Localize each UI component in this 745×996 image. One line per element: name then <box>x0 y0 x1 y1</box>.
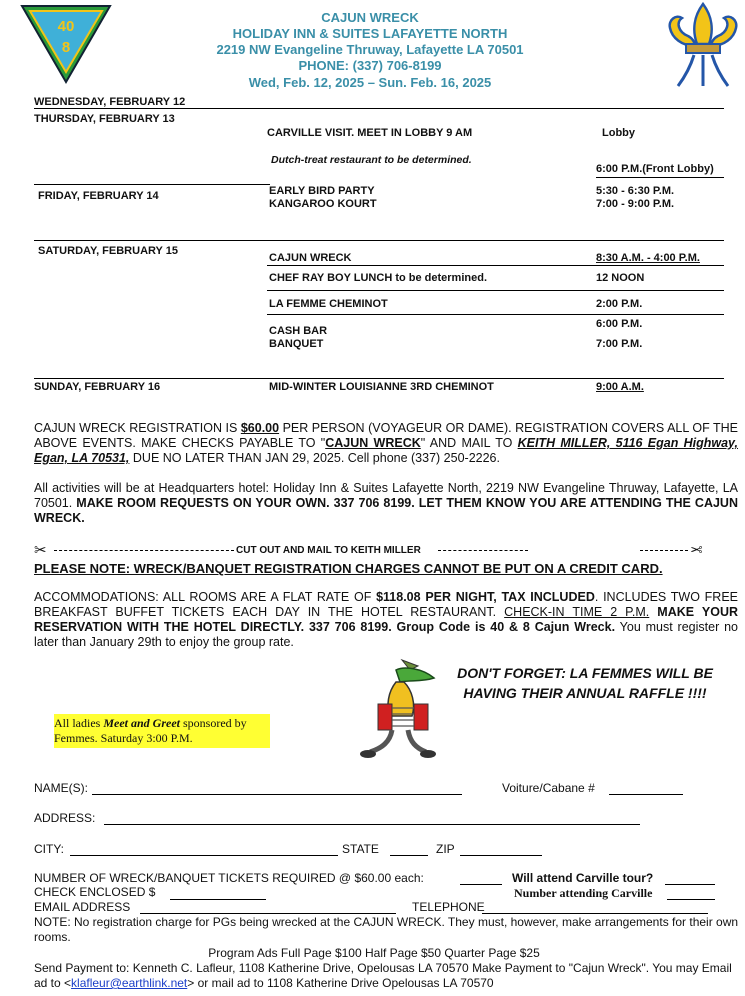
pg-note: NOTE: No registration charge for PGs being wrecked at the CAJUN WRECK. They must, however, make arrangements for their own rooms. <box>34 915 739 944</box>
carville-tour-field[interactable] <box>665 871 715 885</box>
time-kangaroo-kourt: 7:00 - 9:00 P.M. <box>596 198 675 210</box>
time-banquet: 7:00 P.M. <box>596 338 643 350</box>
state-label: STATE <box>342 842 379 856</box>
day-sunday: SUNDAY, FEBRUARY 16 <box>34 381 161 393</box>
check-enclosed-field[interactable] <box>170 886 266 900</box>
carville-count-field[interactable] <box>667 886 715 900</box>
time-thursday-evening: 6:00 P.M.(Front Lobby) <box>596 163 714 175</box>
cut-dash <box>438 550 528 551</box>
program-ads: Program Ads Full Page $100 Half Page $50 Quarter Page $25 <box>208 946 540 960</box>
credit-card-note: PLEASE NOTE: WRECK/BANQUET REGISTRATION CHARGES CANNOT BE PUT ON A CREDIT CARD. <box>34 561 663 576</box>
zip-field[interactable] <box>460 842 542 856</box>
scissors-icon: ✂ <box>690 542 703 559</box>
tickets-field[interactable] <box>460 871 502 885</box>
location-lobby: Lobby <box>602 127 635 139</box>
event-mid-winter: MID-WINTER LOUISIANNE 3RD CHEMINOT <box>269 381 494 393</box>
time-mid-winter: 9:00 A.M. <box>596 381 644 393</box>
event-carville: CARVILLE VISIT. MEET IN LOBBY 9 AM <box>267 127 473 139</box>
names-field[interactable] <box>92 781 462 795</box>
city-label: CITY: <box>34 842 65 856</box>
check-enclosed-label: CHECK ENCLOSED $ <box>34 885 156 899</box>
hotel-address: 2219 NW Evangeline Thruway, Lafayette LA 70501 <box>216 42 524 57</box>
time-early-bird: 5:30 - 6:30 P.M. <box>596 185 675 197</box>
divider <box>267 314 724 315</box>
voiture-label: Voiture/Cabane # <box>502 781 595 795</box>
time-cajun-wreck: 8:30 A.M. - 4:00 P.M. <box>596 252 700 264</box>
dont-forget-raffle: DON'T FORGET: LA FEMMES WILL BE HAVING THEIR ANNUAL RAFFLE !!!! <box>457 665 713 701</box>
day-wednesday: WEDNESDAY, FEBRUARY 12 <box>34 96 186 108</box>
event-kangaroo-kourt: KANGAROO KOURT <box>269 198 377 210</box>
cut-dash <box>640 550 688 551</box>
email-label: EMAIL ADDRESS <box>34 900 131 914</box>
event-banquet: BANQUET <box>269 338 324 350</box>
accommodations-paragraph: ACCOMMODATIONS: ALL ROOMS ARE A FLAT RATE OF $118.08 PER NIGHT, TAX INCLUDED. INCLUDES TWO FREE BREAKFAST BUFFET TICKETS EACH DAY IN THE HOTEL RESTAURANT. CHECK-IN TIME 2 P.M. MAKE YOUR RESERVATION WITH THE HOTEL DIRECTLY. 337 706 8199. Group Code is 40 & 8 Cajun Wreck. You must register no later than January 29th to enjoy the group rate. <box>34 590 739 649</box>
registration-paragraph: CAJUN WRECK REGISTRATION IS $60.00 PER PERSON (VOYAGEUR OR DAME). REGISTRATION COVERS ALL OF THE ABOVE EVENTS. MAKE CHECKS PAYABLE TO "CAJUN WRECK" AND MAIL TO KEITH MILLER, 5116 Egan Highway, Egan, LA 70531, DUE NO LATER THAN JAN 29, 2025. Cell phone (337) 250-2226. <box>34 421 739 465</box>
hotel-paragraph: All activities will be at Headquarters hotel: Holiday Inn & Suites Lafayette North, 2219 NW Evangeline Thruway, Lafayette, LA 70501. MAKE ROOM REQUESTS ON YOUR OWN. 337 706 8199. LET THEM KNOW YOU ARE ATTENDING THE CAJUN WRECK. <box>34 481 738 525</box>
divider <box>267 265 724 266</box>
emblem-top-number: 40 <box>57 18 75 35</box>
telephone-field[interactable] <box>482 900 708 914</box>
city-field[interactable] <box>70 842 338 856</box>
zip-label: ZIP <box>436 842 455 856</box>
divider <box>34 378 724 379</box>
address-field[interactable] <box>104 811 640 825</box>
emblem-bottom-number: 8 <box>61 39 71 56</box>
address-label: ADDRESS: <box>34 811 96 825</box>
event-chef-lunch: CHEF RAY BOY LUNCH to be determined. <box>269 272 487 284</box>
divider <box>267 290 724 291</box>
names-label: NAME(S): <box>34 781 88 795</box>
tickets-label: NUMBER OF WRECK/BANQUET TICKETS REQUIRED @ $60.00 each: <box>34 871 424 885</box>
event-cajun-wreck: CAJUN WRECK <box>269 252 352 264</box>
cutline-text: CUT OUT AND MAIL TO KEITH MILLER <box>236 545 421 556</box>
email-field[interactable] <box>140 900 396 914</box>
hotel-phone: PHONE: (337) 706-8199 <box>298 58 442 73</box>
time-lunch: 12 NOON <box>596 272 645 284</box>
day-saturday: SATURDAY, FEBRUARY 15 <box>38 245 178 257</box>
state-field[interactable] <box>390 842 428 856</box>
cut-dash <box>54 550 234 551</box>
time-cash-bar: 6:00 P.M. <box>596 318 643 330</box>
divider <box>34 184 270 185</box>
emblem-40-8-logo <box>20 4 112 84</box>
divider <box>34 240 724 241</box>
ladies-meet-greet: All ladies Meet and Greet sponsored by Femmes. Saturday 3:00 P.M. <box>54 714 270 748</box>
event-early-bird: EARLY BIRD PARTY <box>269 185 375 197</box>
time-la-femme: 2:00 P.M. <box>596 298 643 310</box>
event-dates: Wed, Feb. 12, 2025 – Sun. Feb. 16, 2025 <box>248 75 492 90</box>
telephone-label: TELEPHONE <box>412 900 485 914</box>
event-cash-bar: CASH BAR <box>269 325 328 337</box>
alligator-accordion-illustration <box>352 656 452 764</box>
event-la-femme: LA FEMME CHEMINOT <box>269 298 388 310</box>
carville-count-label: Number attending Carville <box>514 886 653 900</box>
hotel-name: HOLIDAY INN & SUITES LAFAYETTE NORTH <box>232 26 508 41</box>
dutch-treat-note: Dutch-treat restaurant to be determined. <box>271 154 472 166</box>
payment-info: Send Payment to: Kenneth C. Lafleur, 1108 Katherine Drive, Opelousas LA 70570 Make Payment to "Cajun Wreck". You may Email ad to <klafleur@earthlink.net> or mail ad to 1108 Katherine Drive Opelousas LA 70570 <box>34 961 732 990</box>
fleur-de-lis-icon <box>664 2 742 90</box>
carville-tour-label: Will attend Carville tour? <box>512 871 654 885</box>
voiture-field[interactable] <box>609 781 683 795</box>
day-friday: FRIDAY, FEBRUARY 14 <box>38 190 159 202</box>
divider <box>34 108 724 109</box>
email-link[interactable]: klafleur@earthlink.net <box>71 976 188 990</box>
scissors-icon: ✂ <box>34 542 47 559</box>
day-thursday: THURSDAY, FEBRUARY 13 <box>34 113 175 125</box>
divider <box>596 177 724 178</box>
org-title: CAJUN WRECK <box>321 10 419 25</box>
